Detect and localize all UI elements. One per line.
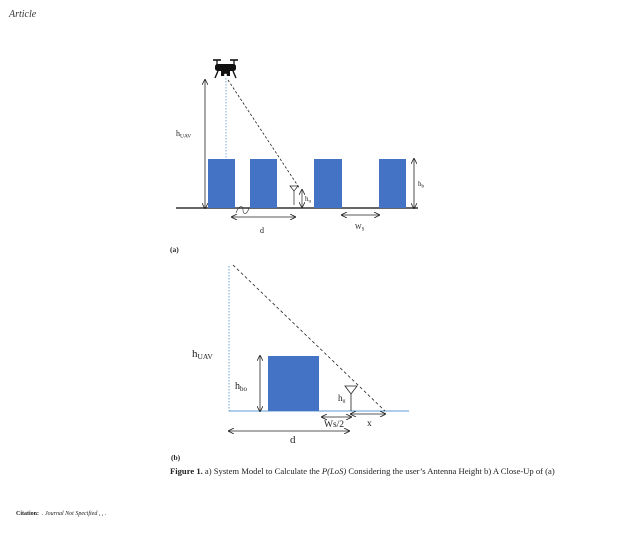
figure-caption <box>170 465 610 478</box>
h-u-label-b: hu <box>338 393 346 405</box>
antenna-icon-a <box>290 186 298 205</box>
building-b <box>268 356 319 411</box>
panel-b <box>171 265 409 462</box>
d-label-a: d <box>260 226 264 235</box>
d-label-b: d <box>290 434 296 446</box>
panel-b-label: (b) <box>171 453 181 462</box>
panel-a <box>170 60 425 254</box>
h-uav-label-b: hUAV <box>192 348 213 361</box>
antenna-icon-b <box>345 386 357 411</box>
citation-text: . Journal Not Specified , , . <box>42 511 107 517</box>
caption-part-1: a) System Model to Calculate the <box>202 466 322 476</box>
panel-a-label: (a) <box>170 245 179 254</box>
ws2-label: Ws/2 <box>324 420 345 430</box>
w-s-label: $W_S$ <box>355 223 365 233</box>
building-1 <box>208 159 235 208</box>
h-u-label-a: $h_u$ <box>305 195 311 205</box>
building-3 <box>314 159 342 208</box>
x-label: x <box>367 419 372 429</box>
h-bo-label: $h_{bo}$ <box>235 381 247 393</box>
building-2 <box>250 159 277 208</box>
drone-icon <box>213 60 238 78</box>
caption-formula: P(LoS) <box>321 466 347 476</box>
caption-part-2: Considering the user’s Antenna Height b) A Close-Up of (a) <box>346 466 555 476</box>
h-b-label: $h_b$ <box>418 180 424 190</box>
h-uav-label-a: hUAV <box>176 129 192 140</box>
figure-number: Figure 1. <box>170 466 203 476</box>
article-label: Article <box>9 9 37 20</box>
citation-label: Citation: <box>16 511 39 517</box>
building-4 <box>379 159 406 208</box>
citation <box>16 511 106 517</box>
